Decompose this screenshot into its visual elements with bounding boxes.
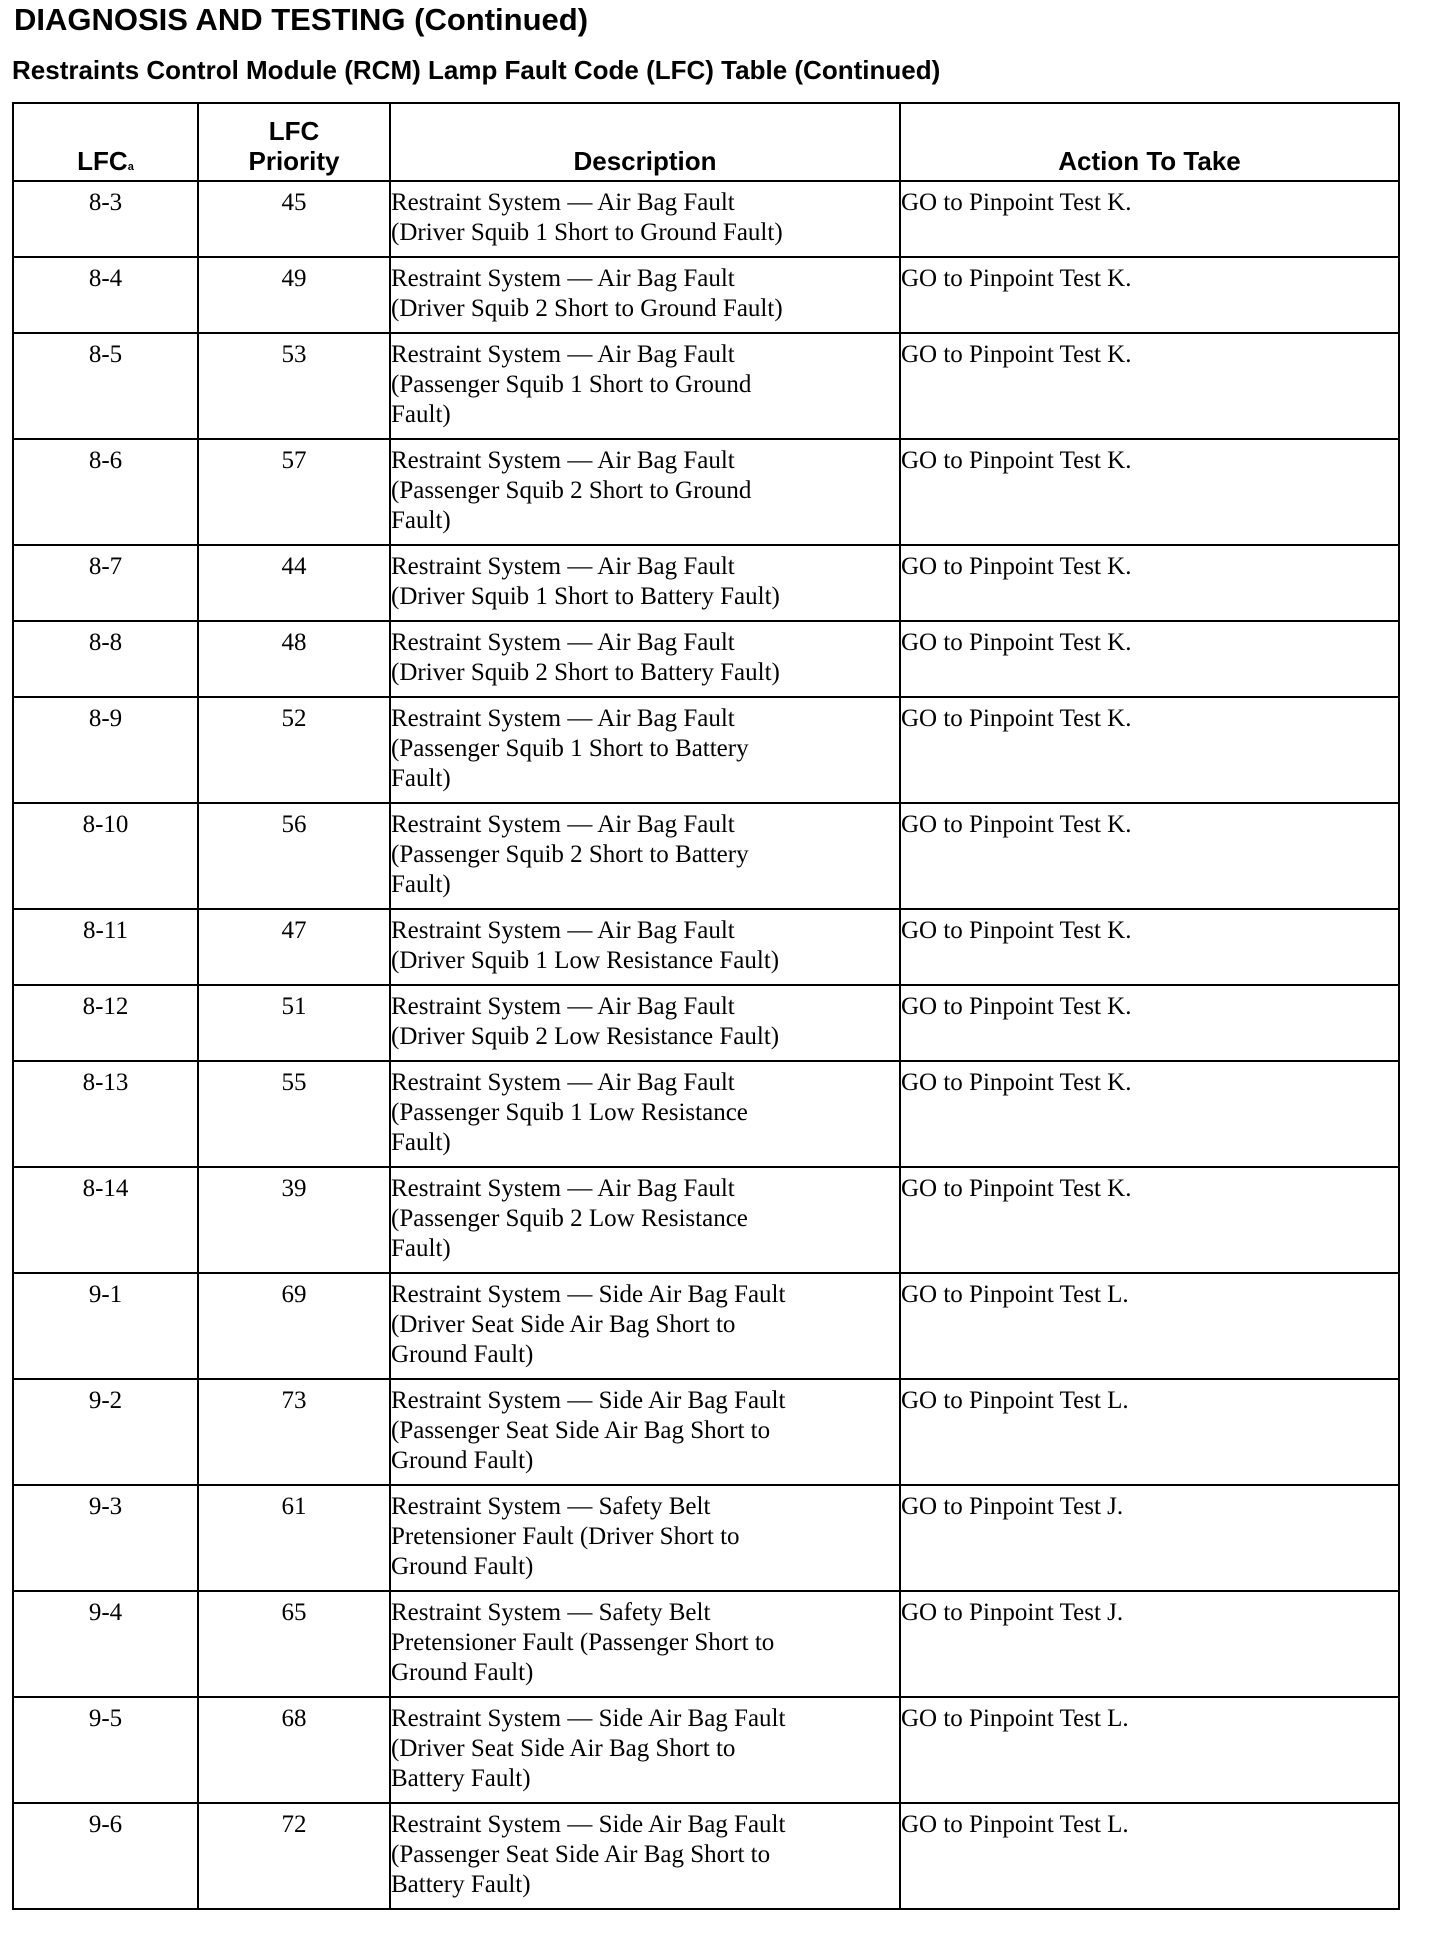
description-line: Restraint System — Air Bag Fault	[391, 629, 735, 656]
action: GO to Pinpoint Test K.	[900, 985, 1399, 1061]
action: GO to Pinpoint Test L.	[900, 1697, 1399, 1803]
table-row	[13, 985, 1399, 1061]
section-title: DIAGNOSIS AND TESTING (Continued)	[14, 2, 589, 37]
lfc-code: 8-9	[13, 697, 198, 803]
lfc-code: 8-10	[13, 803, 198, 909]
action: GO to Pinpoint Test L.	[900, 1273, 1399, 1379]
lfc-code: 8-8	[13, 621, 198, 697]
action: GO to Pinpoint Test K.	[900, 909, 1399, 985]
description-line: Restraint System — Air Bag Fault	[391, 811, 735, 838]
table-row	[13, 803, 1399, 909]
lfc-priority: 51	[198, 985, 390, 1061]
header-priority-line2: Priority	[248, 146, 340, 176]
action: GO to Pinpoint Test L.	[900, 1379, 1399, 1485]
table-row	[13, 1273, 1399, 1379]
action: GO to Pinpoint Test K.	[900, 333, 1399, 439]
header-priority-line1: LFC	[268, 116, 320, 146]
lfc-priority: 49	[198, 257, 390, 333]
description	[390, 257, 900, 333]
table-row	[13, 1485, 1399, 1591]
action: GO to Pinpoint Test K.	[900, 439, 1399, 545]
table-row	[13, 181, 1399, 257]
action: GO to Pinpoint Test K.	[900, 1061, 1399, 1167]
table-row	[13, 1061, 1399, 1167]
description-line: Fault)	[391, 401, 451, 428]
description-line: Restraint System — Air Bag Fault	[391, 1175, 735, 1202]
lfc-priority: 52	[198, 697, 390, 803]
description-line: Battery Fault)	[391, 1871, 531, 1898]
description-line: (Passenger Seat Side Air Bag Short to	[391, 1841, 771, 1868]
description-line: Pretensioner Fault (Passenger Short to	[391, 1629, 775, 1656]
description-line: Restraint System — Air Bag Fault	[391, 705, 735, 732]
table-title: Restraints Control Module (RCM) Lamp Fault Code (LFC) Table (Continued)	[12, 55, 941, 85]
lfc-priority: 72	[198, 1803, 390, 1909]
lfc-table	[12, 102, 1400, 1910]
lfc-code: 8-13	[13, 1061, 198, 1167]
description-line: (Passenger Squib 1 Short to Battery	[391, 735, 749, 762]
description-line: (Passenger Seat Side Air Bag Short to	[391, 1417, 771, 1444]
action: GO to Pinpoint Test K.	[900, 545, 1399, 621]
description-line: Restraint System — Air Bag Fault	[391, 993, 735, 1020]
header-lfc-footnote: a	[127, 161, 134, 173]
description	[390, 1697, 900, 1803]
action: GO to Pinpoint Test K.	[900, 803, 1399, 909]
table-row	[13, 1379, 1399, 1485]
description-line: (Passenger Squib 1 Short to Ground	[391, 371, 752, 398]
description	[390, 1061, 900, 1167]
description	[390, 697, 900, 803]
lfc-priority: 68	[198, 1697, 390, 1803]
lfc-code: 9-3	[13, 1485, 198, 1591]
lfc-priority: 57	[198, 439, 390, 545]
action: GO to Pinpoint Test K.	[900, 697, 1399, 803]
description-line: Fault)	[391, 507, 451, 534]
table-row	[13, 333, 1399, 439]
description-line: (Driver Seat Side Air Bag Short to	[391, 1735, 736, 1762]
description-line: (Passenger Squib 2 Short to Ground	[391, 477, 752, 504]
lfc-priority: 44	[198, 545, 390, 621]
table-row	[13, 1591, 1399, 1697]
description-line: Restraint System — Safety Belt	[391, 1599, 711, 1626]
description	[390, 1485, 900, 1591]
action: GO to Pinpoint Test K.	[900, 1167, 1399, 1273]
lfc-code: 8-7	[13, 545, 198, 621]
table-row	[13, 257, 1399, 333]
lfc-priority: 53	[198, 333, 390, 439]
lfc-code: 8-4	[13, 257, 198, 333]
action: GO to Pinpoint Test J.	[900, 1485, 1399, 1591]
table-row	[13, 1697, 1399, 1803]
description-line: Ground Fault)	[391, 1341, 534, 1368]
description-line: Restraint System — Air Bag Fault	[391, 553, 735, 580]
description-line: Ground Fault)	[391, 1553, 534, 1580]
lfc-code: 8-3	[13, 181, 198, 257]
description-line: (Driver Squib 2 Short to Ground Fault)	[391, 295, 783, 322]
description	[390, 545, 900, 621]
description	[390, 1379, 900, 1485]
action: GO to Pinpoint Test L.	[900, 1803, 1399, 1909]
description-line: (Passenger Squib 2 Low Resistance	[391, 1205, 748, 1232]
lfc-code: 9-1	[13, 1273, 198, 1379]
description	[390, 1273, 900, 1379]
action: GO to Pinpoint Test K.	[900, 181, 1399, 257]
table-row	[13, 1167, 1399, 1273]
header-action: Action To Take	[900, 103, 1399, 181]
description-line: Restraint System — Side Air Bag Fault	[391, 1281, 786, 1308]
header-lfc-priority	[198, 103, 390, 181]
description-line: (Driver Squib 1 Short to Ground Fault)	[391, 219, 783, 246]
table-row	[13, 909, 1399, 985]
description-line: Restraint System — Air Bag Fault	[391, 447, 735, 474]
lfc-code: 8-11	[13, 909, 198, 985]
description-line: (Driver Squib 1 Low Resistance Fault)	[391, 947, 780, 974]
description-line: (Driver Squib 2 Short to Battery Fault)	[391, 659, 780, 686]
description-line: Restraint System — Air Bag Fault	[391, 917, 735, 944]
action: GO to Pinpoint Test K.	[900, 257, 1399, 333]
description-line: (Passenger Squib 1 Low Resistance	[391, 1099, 748, 1126]
description	[390, 621, 900, 697]
description-line: Restraint System — Side Air Bag Fault	[391, 1387, 786, 1414]
description-line: Fault)	[391, 1235, 451, 1262]
description	[390, 803, 900, 909]
description	[390, 439, 900, 545]
description	[390, 333, 900, 439]
lfc-priority: 69	[198, 1273, 390, 1379]
lfc-priority: 45	[198, 181, 390, 257]
description-line: Fault)	[391, 1129, 451, 1156]
description-line: (Driver Seat Side Air Bag Short to	[391, 1311, 736, 1338]
description	[390, 1591, 900, 1697]
description-line: Restraint System — Air Bag Fault	[391, 341, 735, 368]
lfc-code: 9-5	[13, 1697, 198, 1803]
description-line: Ground Fault)	[391, 1447, 534, 1474]
header-description: Description	[390, 103, 900, 181]
description	[390, 1167, 900, 1273]
lfc-code: 8-6	[13, 439, 198, 545]
lfc-priority: 47	[198, 909, 390, 985]
description-line: (Driver Squib 2 Low Resistance Fault)	[391, 1023, 780, 1050]
lfc-priority: 55	[198, 1061, 390, 1167]
lfc-code: 8-14	[13, 1167, 198, 1273]
description-line: Fault)	[391, 871, 451, 898]
lfc-priority: 65	[198, 1591, 390, 1697]
description	[390, 181, 900, 257]
table-row	[13, 545, 1399, 621]
table-header-row	[13, 103, 1399, 181]
description	[390, 985, 900, 1061]
lfc-code: 8-5	[13, 333, 198, 439]
table-row	[13, 1803, 1399, 1909]
lfc-priority: 73	[198, 1379, 390, 1485]
description-line: Battery Fault)	[391, 1765, 531, 1792]
header-lfc-label: LFC	[77, 146, 128, 176]
table-row	[13, 697, 1399, 803]
description-line: Restraint System — Air Bag Fault	[391, 1069, 735, 1096]
description-line: Restraint System — Safety Belt	[391, 1493, 711, 1520]
header-lfc	[13, 103, 198, 181]
lfc-priority: 39	[198, 1167, 390, 1273]
description-line: Restraint System — Side Air Bag Fault	[391, 1705, 786, 1732]
lfc-priority: 56	[198, 803, 390, 909]
description-line: Restraint System — Air Bag Fault	[391, 265, 735, 292]
lfc-code: 9-6	[13, 1803, 198, 1909]
description-line: Restraint System — Side Air Bag Fault	[391, 1811, 786, 1838]
table-row	[13, 439, 1399, 545]
description	[390, 909, 900, 985]
description-line: (Passenger Squib 2 Short to Battery	[391, 841, 749, 868]
description-line: Restraint System — Air Bag Fault	[391, 189, 735, 216]
description-line: Ground Fault)	[391, 1659, 534, 1686]
table-row	[13, 621, 1399, 697]
description	[390, 1803, 900, 1909]
lfc-code: 9-2	[13, 1379, 198, 1485]
description-line: Fault)	[391, 765, 451, 792]
lfc-code: 8-12	[13, 985, 198, 1061]
lfc-code: 9-4	[13, 1591, 198, 1697]
action: GO to Pinpoint Test J.	[900, 1591, 1399, 1697]
description-line: Pretensioner Fault (Driver Short to	[391, 1523, 740, 1550]
lfc-priority: 61	[198, 1485, 390, 1591]
description-line: (Driver Squib 1 Short to Battery Fault)	[391, 583, 780, 610]
action: GO to Pinpoint Test K.	[900, 621, 1399, 697]
lfc-priority: 48	[198, 621, 390, 697]
